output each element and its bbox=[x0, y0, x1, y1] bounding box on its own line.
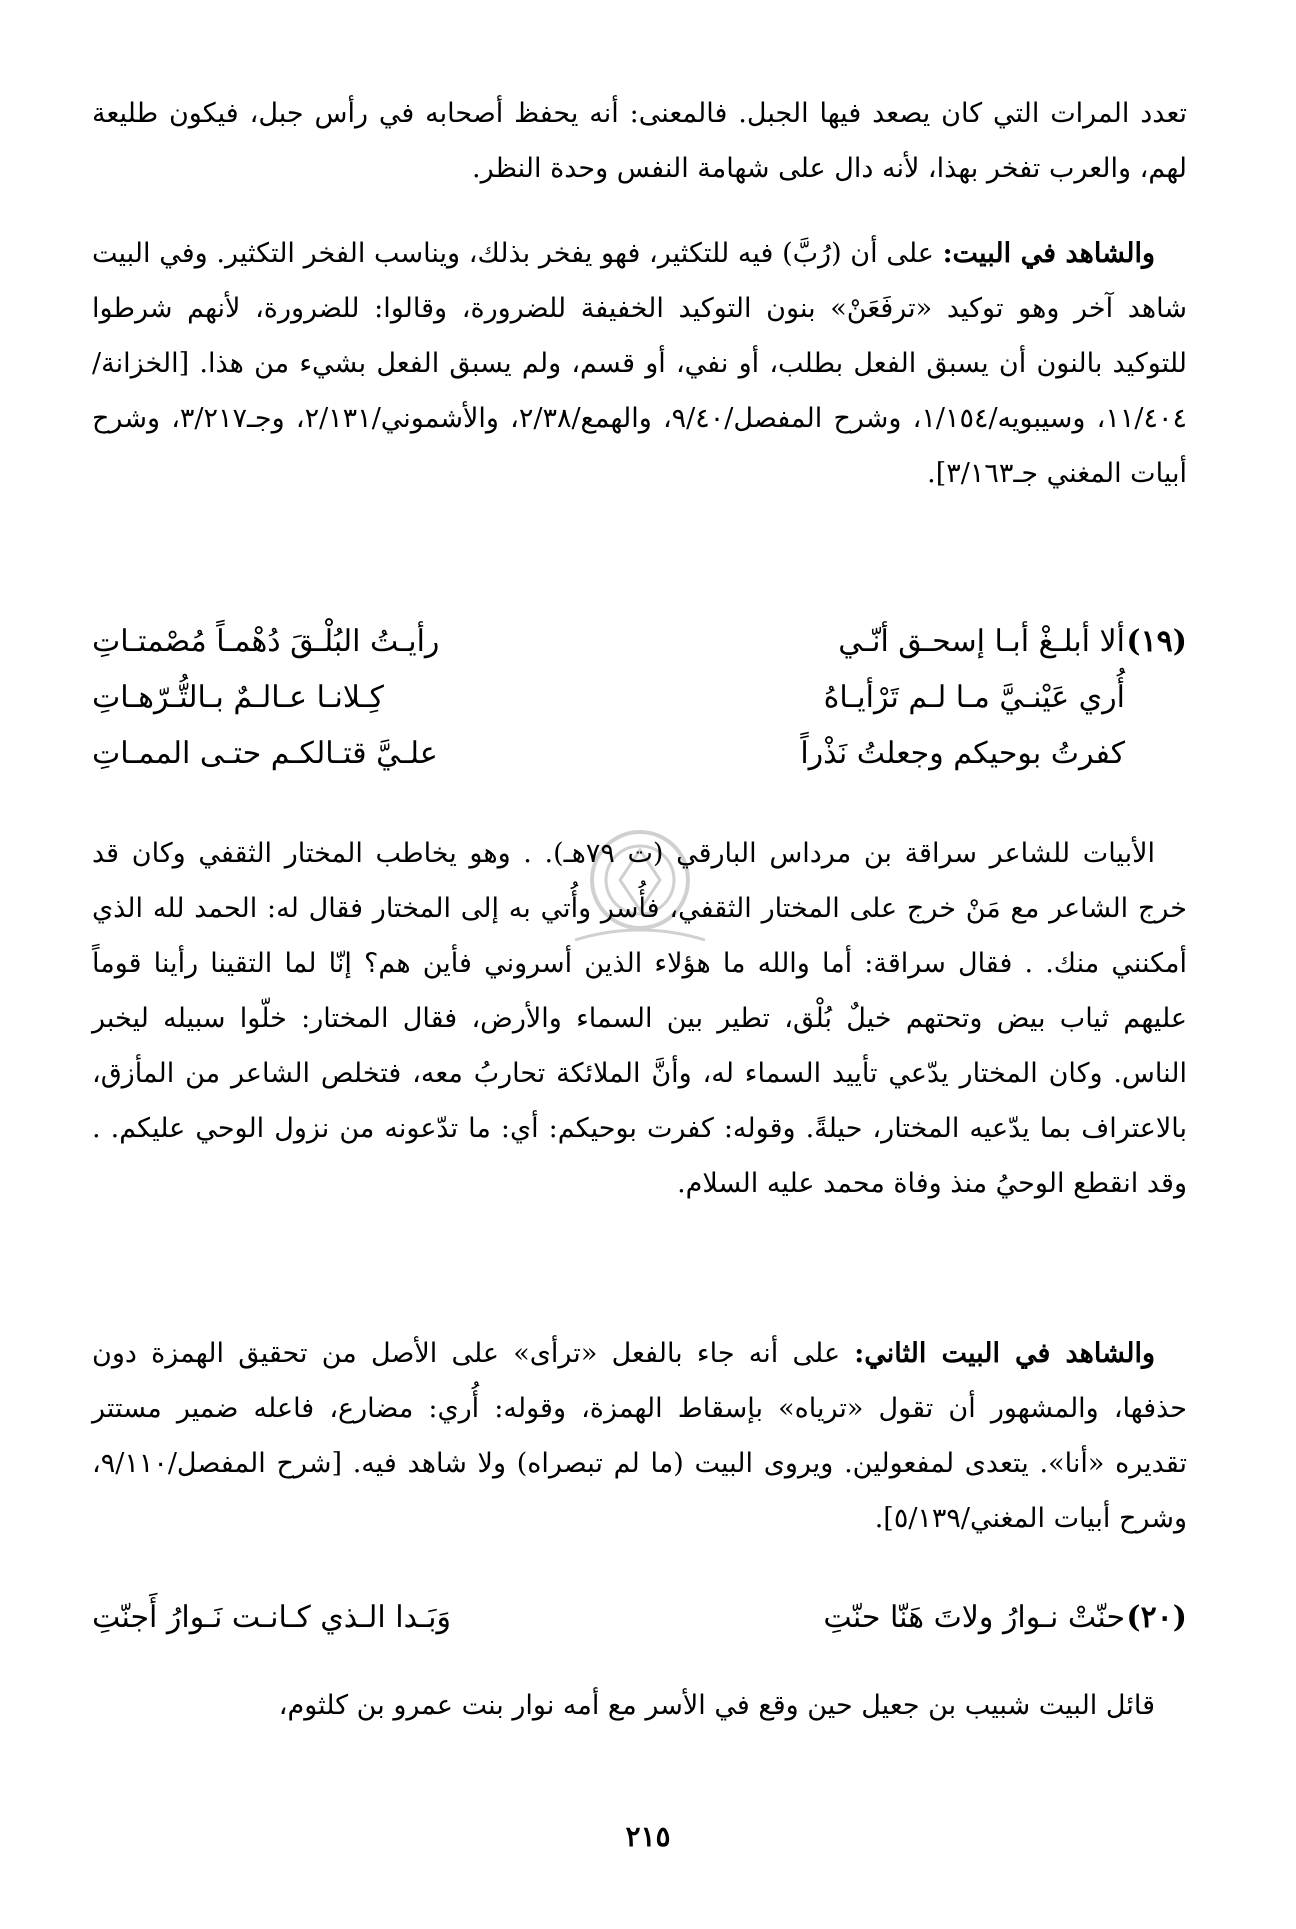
verse-first-hemistich: حنّتْ نـوارُ ولاتَ هَنّا حنّتِ bbox=[823, 1600, 1125, 1635]
verse-first-hemistich: كفرتُ بوحيكم وجعلتُ نَذْراً bbox=[800, 736, 1125, 771]
paragraph-text: تعدد المرات التي كان يصعد فيها الجبل. فالمعنى: أنه يحفظ أصحابه في رأس جبل، فيكون طليعة لهم، والعرب تفخر بهذا، لأنه دال على شهامة النفس وحدة النظر. bbox=[92, 98, 1187, 184]
paragraph-intro bbox=[92, 86, 1187, 196]
verse-line bbox=[92, 726, 1187, 782]
page-number: ٢١٥ bbox=[625, 1820, 671, 1853]
paragraph-text: على أنه جاء بالفعل «ترأى» على الأصل من تحقيق الهمزة دون حذفها، والمشهور أن تقول «ترياه» بإسقاط الهمزة، وقوله: أُري: مضارع، فاعله ضمير مستتر تقديره «أنا». يتعدى لمفعولين. ويروى البيت (ما لم تبصراه) ولا شاهد فيه. [شرح المفصل/٩/١١٠، وشرح أبيات المغني/٥/١٣٩]. bbox=[92, 1338, 1187, 1534]
verse-second-hemistich: كِـلانـا عـالـمٌ بـالتُّـرّهـاتِ bbox=[92, 680, 384, 715]
verse-second-hemistich: وَبَـدا الـذي كـانـت نَـوارُ أَجنّتِ bbox=[92, 1600, 452, 1635]
verse-first-hemistich: أُري عَيْنـيَّ مـا لـم تَرْأيـاهُ bbox=[823, 680, 1125, 715]
paragraph-closing bbox=[92, 1678, 1187, 1733]
verse-second-hemistich: علـيَّ قتـالكـم حتـى الممـاتِ bbox=[92, 736, 438, 771]
verse-first-hemistich: ألا أبلـغْ أبـا إسحـق أنّـي bbox=[838, 624, 1125, 659]
verse-line bbox=[92, 1590, 1187, 1646]
paragraph-lead: والشاهد في البيت الثاني: bbox=[854, 1338, 1155, 1369]
paragraph-text: على أن (رُبَّ) فيه للتكثير، فهو يفخر بذلك، ويناسب الفخر التكثير. وفي البيت شاهد آخر وهو توكيد «ترفَعَنْ» بنون التوكيد الخفيفة للضرورة، وقالوا: للضرورة، لأنهم شرطوا للتوكيد بالنون أن يسبق الفعل بطلب، أو نفي، أو قسم، ولم يسبق الفعل بشيء من هذا. [الخزانة/١١/٤٠٤، وسيبويه/١/١٥٤، وشرح المفصل/٩/٤٠، والهمع/٢/٣٨، والأشموني/٢/١٣١، وجـ٣/٢١٧، وشرح أبيات المغني جـ٣/١٦٣]. bbox=[92, 238, 1187, 489]
paragraph-shahid-2 bbox=[92, 1326, 1187, 1546]
verse-block-19 bbox=[92, 614, 1187, 782]
verse-number: (٢٠) bbox=[1126, 1600, 1187, 1635]
paragraph-text: قائل البيت شبيب بن جعيل حين وقع في الأسر مع أمه نوار بنت عمرو بن كلثوم، bbox=[278, 1690, 1155, 1721]
verse-second-hemistich: رأيـتُ البُلْـقَ دُهْمـاً مُصْمتـاتِ bbox=[92, 624, 440, 659]
paragraph-lead: والشاهد في البيت: bbox=[942, 238, 1155, 269]
paragraph-shahid-1 bbox=[92, 226, 1187, 501]
paragraph-text: الأبيات للشاعر سراقة بن مرداس البارقي (ت ٧٩هـ). . وهو يخاطب المختار الثقفي وكان قد خرج الشاعر مع مَنْ خرج على المختار الثقفي، فأُسر وأُتي به إلى المختار فقال له: الحمد لله الذي أمكنني منك. . فقال سراقة: أما والله ما هؤلاء الذين أسروني فأين هم؟ إنّا لما التقينا رأينا قوماً عليهم ثياب بيض وتحتهم خيلٌ بُلْق، تطير بين السماء والأرض، فقال المختار: خلّوا سبيله ليخبر الناس. وكان المختار يدّعي تأييد السماء له، وأنَّ الملائكة تحاربُ معه، فتخلص الشاعر من المأزق، بالاعتراف بما يدّعيه المختار، حيلةً. وقوله: كفرت بوحيكم: أي: ما تدّعونه من نزول الوحي عليكم. . وقد انقطع الوحيُ منذ وفاة محمد عليه السلام. bbox=[92, 838, 1187, 1199]
library-seal-watermark bbox=[565, 825, 715, 955]
verse-number: (١٩) bbox=[1126, 624, 1187, 659]
verse-line bbox=[92, 670, 1187, 726]
verse-block-20 bbox=[92, 1590, 1187, 1646]
verse-line bbox=[92, 614, 1187, 670]
